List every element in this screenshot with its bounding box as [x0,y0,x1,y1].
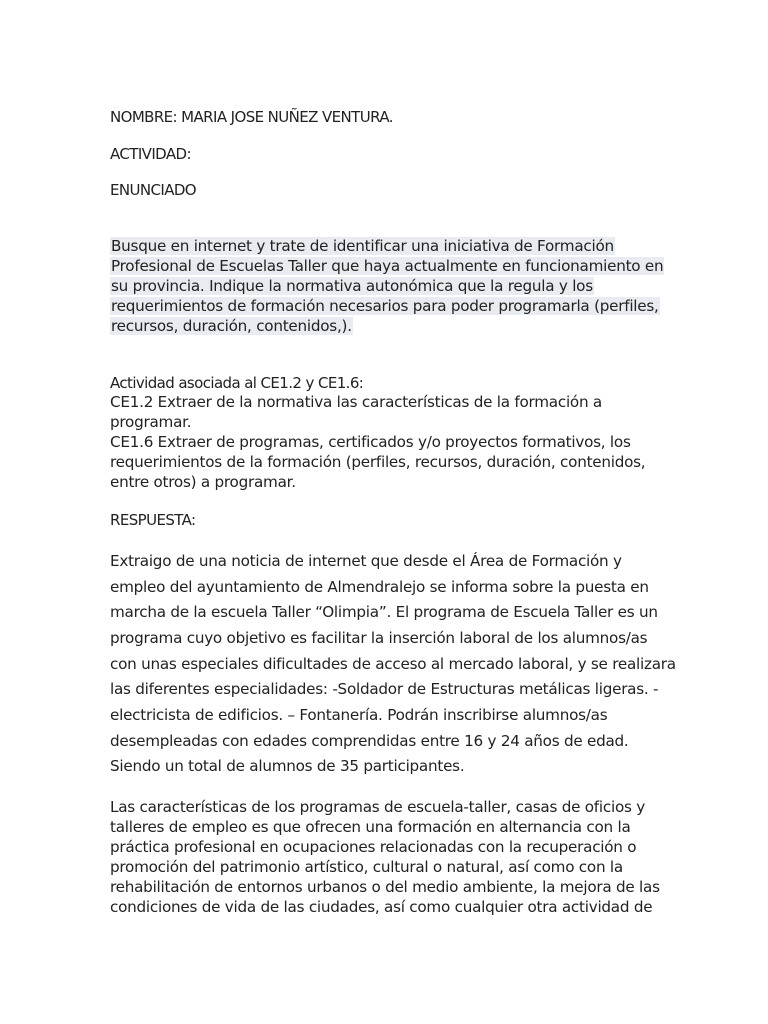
activity-label: ACTIVIDAD: [110,145,191,163]
statement-heading: ENUNCIADO [110,181,197,199]
answer-heading: RESPUESTA: [110,511,196,529]
answer-line: desempleadas con edades comprendidas entre 16 y 24 años de edad. [110,732,629,750]
answer-line: Las características de los programas de escuela-taller, casas de oficios y [110,798,645,816]
answer-line: programa cuyo objetivo es facilitar la inserción laboral de los alumnos/as [110,629,648,647]
answer-line: con unas especiales dificultades de acceso al mercado laboral, y se realizara [110,655,676,673]
statement-line: Busque en internet y trate de identificar una iniciativa de Formación [111,237,614,255]
associated-activity-line: CE1.2 Extraer de la normativa las características de la formación a [110,393,602,411]
answer-line: empleo del ayuntamiento de Almendralejo se informa sobre la puesta en [110,578,649,596]
statement-line: Profesional de Escuelas Taller que haya actualmente en funcionamiento en [111,257,664,275]
answer-line: las diferentes especialidades: -Soldador de Estructuras metálicas ligeras. - [110,680,659,698]
associated-activity-line: programar. [110,413,192,431]
answer-line: electricista de edificios. – Fontanería. Podrán inscribirse alumnos/as [110,706,608,724]
statement-line: su provincia. Indique la normativa autonómica que la regula y los [111,277,593,295]
associated-activity-line: entre otros) a programar. [110,473,296,491]
answer-line: promoción del patrimonio artístico, cultural o natural, así como con la [110,858,623,876]
associated-activity-title: Actividad asociada al CE1.2 y CE1.6: [110,374,364,392]
statement-line: requerimientos de formación necesarios para poder programarla (perfiles, [111,297,659,315]
answer-line: condiciones de vida de las ciudades, así como cualquier otra actividad de [110,898,653,916]
associated-activity-line: requerimientos de la formación (perfiles, recursos, duración, contenidos, [110,453,646,471]
answer-line: práctica profesional en ocupaciones relacionadas con la recuperación o [110,838,637,856]
student-name: NOMBRE: MARIA JOSE NUÑEZ VENTURA. [110,108,393,126]
answer-line: marcha de la escuela Taller “Olimpia”. El programa de Escuela Taller es un [110,603,658,621]
answer-line: rehabilitación de entornos urbanos o del medio ambiente, la mejora de las [110,878,660,896]
associated-activity-line: CE1.6 Extraer de programas, certificados y/o proyectos formativos, los [110,433,631,451]
answer-line: Extraigo de una noticia de internet que desde el Área de Formación y [110,552,622,570]
statement-line: recursos, duración, contenidos,). [111,317,352,335]
answer-line: Siendo un total de alumnos de 35 participantes. [110,757,465,775]
answer-line: talleres de empleo es que ofrecen una formación en alternancia con la [110,818,631,836]
